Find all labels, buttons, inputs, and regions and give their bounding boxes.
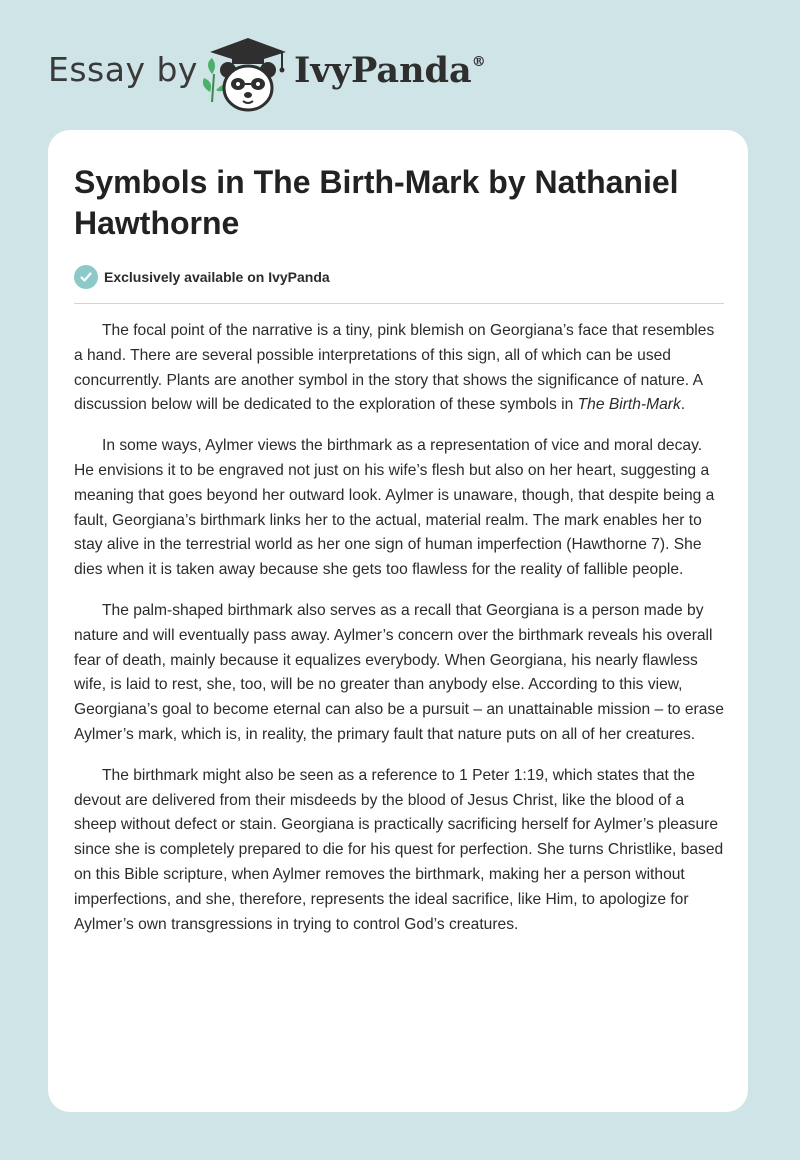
divider xyxy=(74,303,724,304)
registered-mark: ® xyxy=(471,54,486,70)
site-header xyxy=(0,0,800,130)
essay-body xyxy=(74,319,724,953)
paragraph xyxy=(74,319,724,418)
brand-logo-text[interactable] xyxy=(294,50,486,91)
badge-label: Exclusively available on IvyPanda xyxy=(104,269,330,285)
essay-card xyxy=(48,130,748,1112)
panda-graduate-icon[interactable] xyxy=(198,34,294,114)
exclusive-badge xyxy=(74,264,330,290)
brand-name: IvyPanda xyxy=(294,50,472,91)
paragraph: In some ways, Aylmer views the birthmark as a representation of vice and moral decay. He envisions it to be engraved not just on his wife’s flesh but also on her heart, suggesting a meaning that goes beyond her outward look. Aylmer is unaware, though, that despite being a fault, Georgiana’s birthmark links her to the actual, material realm. The mark enables her to stay alive in the terrestrial world as her one sign of human imperfection (Hawthorne 7). She dies when it is taken away because she gets too flawless for the reality of fallible people. xyxy=(74,437,715,579)
paragraph-text: The focal point of the narrative is a tiny, pink blemish on Georgiana’s face that resembles a hand. There are several possible interpretations of this sign, all of which can be used concurrently. Plants are another symbol in the story that shows the significance of nature. A discussion below will be dedicated to the exploration of these symbols in xyxy=(74,322,715,414)
page-title: Symbols in The Birth-Mark by Nathaniel Hawthorne xyxy=(74,164,679,241)
paragraph: The birthmark might also be seen as a reference to 1 Peter 1:19, which states that the devout are delivered from their misdeeds by the blood of Jesus Christ, like the blood of a sheep without defect or stain. Georgiana is practically sacrificing herself for Aylmer’s pleasure since she is completely prepared to die for his quest for perfection. She turns Christlike, based on this Bible scripture, when Aylmer removes the birthmark, making her a person without imperfections, and she, therefore, represents the ideal sacrifice, like Him, to apologize for Aylmer’s own transgressions in trying to control God’s creatures. xyxy=(74,766,724,933)
paragraph-end: . xyxy=(680,396,686,414)
paragraph: The palm-shaped birthmark also serves as a recall that Georgiana is a person made by nature and will eventually pass away. Aylmer’s concern over the birthmark reveals his overall fear of death, mainly because it equalizes everybody. When Georgiana, his nearly flawless wife, is laid to rest, she, too, will be no greater than anybody else. According to this view, Georgiana’s goal to become eternal can also be a pursuit – an unattainable mission – to erase Aylmer’s mark, which is, in reality, the primary fault that nature puts on all of her creatures. xyxy=(74,601,724,743)
book-title: The Birth-Mark xyxy=(577,396,681,414)
check-circle-icon xyxy=(74,265,98,289)
essay-by-label: Essay by xyxy=(48,50,198,89)
